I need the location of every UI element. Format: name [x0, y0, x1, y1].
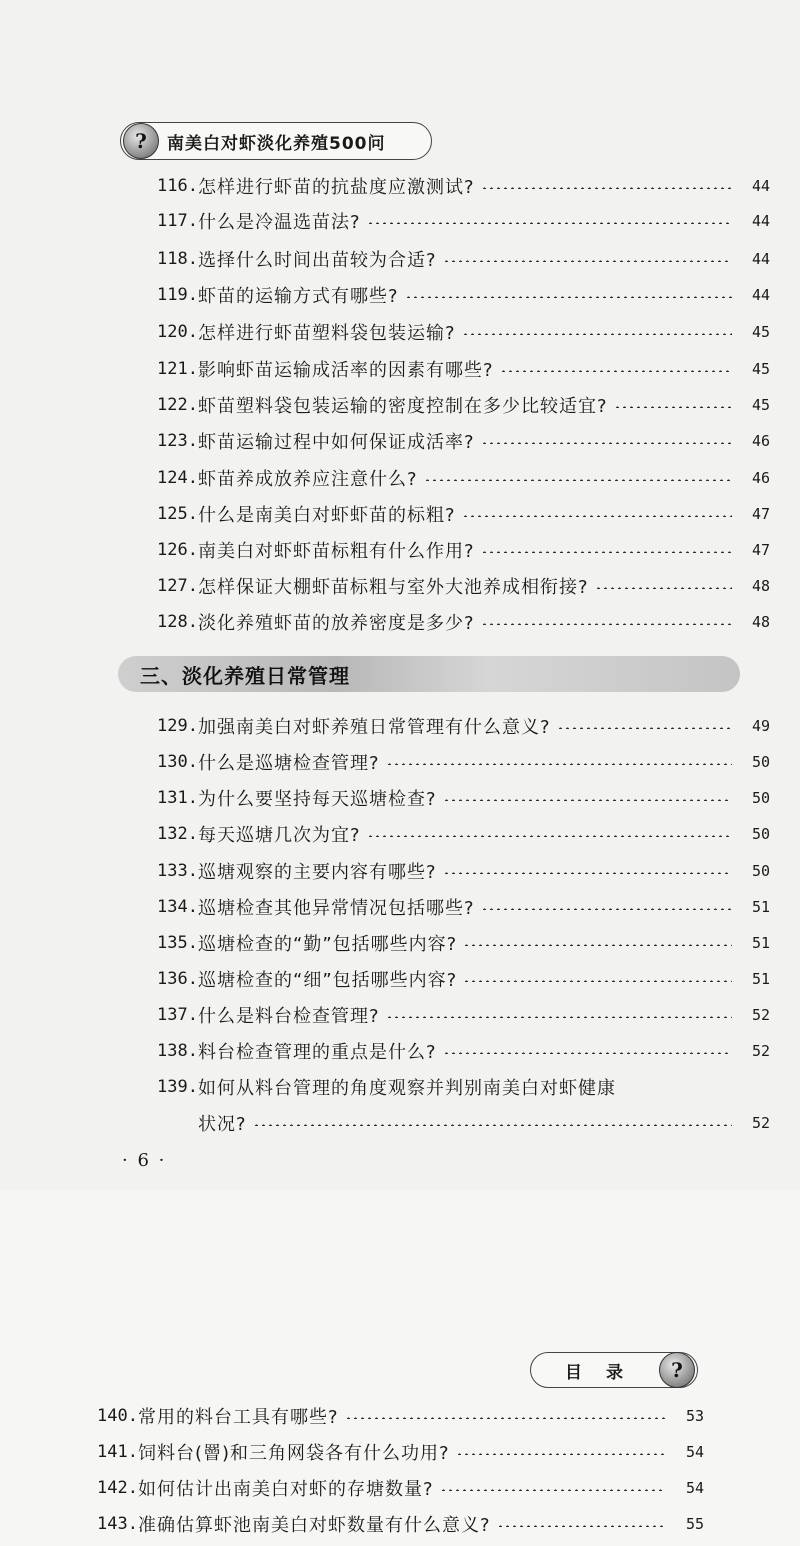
- toc-entry[interactable]: [0, 746, 800, 778]
- entry-title: 什么是南美白对虾虾苗的标粗?: [198, 505, 456, 526]
- entry-title: 为什么要坚持每天巡塘检查?: [198, 789, 437, 810]
- entry-number: 142.: [97, 1478, 138, 1498]
- question-badge-icon: ?: [123, 123, 159, 159]
- entry-title: 选择什么时间出苗较为合适?: [198, 250, 437, 271]
- entry-number: 136.: [157, 969, 198, 989]
- leader-dots: [481, 187, 732, 189]
- entry-page: 44: [751, 177, 770, 195]
- leader-dots: [614, 406, 732, 408]
- entry-page: 46: [751, 432, 770, 450]
- entry-number: 132.: [157, 824, 198, 844]
- toc-entry[interactable]: [0, 462, 800, 494]
- toc-entry-continuation[interactable]: [0, 1107, 800, 1139]
- entry-page: 45: [751, 396, 770, 414]
- entry-number: 124.: [157, 468, 198, 488]
- entry-number: 129.: [157, 716, 198, 736]
- entry-page: 44: [751, 250, 770, 268]
- entry-number: 140.: [97, 1406, 138, 1426]
- toc-entry[interactable]: [0, 389, 800, 421]
- entry-number: 116.: [157, 176, 198, 196]
- entry-page: 53: [685, 1407, 704, 1425]
- leader-dots: [481, 623, 732, 625]
- page-folio: · 6 ·: [122, 1150, 167, 1171]
- entry-number: 125.: [157, 504, 198, 524]
- toc-entry[interactable]: [0, 316, 800, 348]
- section-title: 三、淡化养殖日常管理: [140, 663, 350, 688]
- leader-dots: [462, 333, 732, 335]
- leader-dots: [443, 872, 732, 874]
- leader-dots: [497, 1525, 666, 1527]
- leader-dots: [405, 296, 732, 298]
- entry-title: 巡塘观察的主要内容有哪些?: [198, 862, 437, 883]
- contents-header: [530, 1352, 698, 1388]
- entry-title: 料台检查管理的重点是什么?: [198, 1042, 437, 1063]
- toc-entry[interactable]: [0, 782, 800, 814]
- entry-title: 怎样保证大棚虾苗标粗与室外大池养成相衔接?: [198, 577, 589, 598]
- entry-number: 137.: [157, 1005, 198, 1025]
- toc-entry[interactable]: [0, 1035, 800, 1067]
- entry-number: 139.: [157, 1077, 198, 1097]
- entry-page: 47: [751, 541, 770, 559]
- leader-dots: [367, 222, 732, 224]
- entry-page: 51: [751, 898, 770, 916]
- entry-page: 50: [751, 825, 770, 843]
- toc-entry[interactable]: [0, 205, 800, 237]
- leader-dots: [595, 587, 732, 589]
- leader-dots: [557, 727, 732, 729]
- entry-title: 巡塘检查的“勤”包括哪些内容?: [198, 934, 458, 955]
- entry-title: 饲料台(罾)和三角网袋各有什么功用?: [138, 1443, 450, 1464]
- toc-entry[interactable]: [0, 1508, 800, 1540]
- leader-dots: [456, 1453, 666, 1455]
- toc-entry-multiline[interactable]: [0, 1071, 800, 1103]
- entry-page: 49: [751, 717, 770, 735]
- entry-number: 131.: [157, 788, 198, 808]
- toc-entry[interactable]: [0, 353, 800, 385]
- entry-page: 51: [751, 934, 770, 952]
- entry-page: 48: [751, 613, 770, 631]
- entry-number: 138.: [157, 1041, 198, 1061]
- entry-number: 120.: [157, 322, 198, 342]
- toc-entry[interactable]: [0, 1472, 800, 1504]
- toc-entry[interactable]: [0, 999, 800, 1031]
- toc-entry[interactable]: [0, 1400, 800, 1432]
- leader-dots: [443, 1052, 732, 1054]
- entry-title-line2: 状况?: [198, 1114, 247, 1135]
- contents-title: 目录: [565, 1362, 647, 1383]
- entry-title: 虾苗养成放养应注意什么?: [198, 469, 418, 490]
- entry-page: 50: [751, 789, 770, 807]
- entry-page: 54: [685, 1479, 704, 1497]
- leader-dots: [386, 1016, 732, 1018]
- entry-title: 巡塘检查其他异常情况包括哪些?: [198, 898, 475, 919]
- entry-number: 117.: [157, 211, 198, 231]
- leader-dots: [443, 799, 732, 801]
- leader-dots: [440, 1489, 666, 1491]
- toc-entry[interactable]: [0, 425, 800, 457]
- toc-entry[interactable]: [0, 534, 800, 566]
- entry-title: 虾苗塑料袋包装运输的密度控制在多少比较适宜?: [198, 396, 608, 417]
- entry-number: 122.: [157, 395, 198, 415]
- entry-title: 什么是冷温选苗法?: [198, 212, 361, 233]
- entry-number: 133.: [157, 861, 198, 881]
- leader-dots: [345, 1417, 666, 1419]
- entry-title: 南美白对虾虾苗标粗有什么作用?: [198, 541, 475, 562]
- entry-title: 巡塘检查的“细”包括哪些内容?: [198, 970, 458, 991]
- entry-page: 52: [751, 1114, 770, 1132]
- entry-page: 44: [751, 286, 770, 304]
- toc-entry[interactable]: [0, 927, 800, 959]
- entry-number: 126.: [157, 540, 198, 560]
- entry-page: 50: [751, 753, 770, 771]
- entry-title: 什么是巡塘检查管理?: [198, 753, 380, 774]
- entry-page: 51: [751, 970, 770, 988]
- entry-title: 准确估算虾池南美白对虾数量有什么意义?: [138, 1515, 491, 1536]
- entry-page: 46: [751, 469, 770, 487]
- leader-dots: [367, 835, 732, 837]
- toc-entry[interactable]: [0, 1436, 800, 1468]
- toc-entry[interactable]: [0, 243, 800, 275]
- toc-entry[interactable]: [0, 818, 800, 850]
- entry-page: 52: [751, 1042, 770, 1060]
- entry-number: 121.: [157, 359, 198, 379]
- toc-entry[interactable]: [0, 606, 800, 638]
- entry-title: 虾苗运输过程中如何保证成活率?: [198, 432, 475, 453]
- entry-page: 47: [751, 505, 770, 523]
- toc-entry[interactable]: [0, 570, 800, 602]
- bottom-page: [0, 1190, 800, 1546]
- leader-dots: [481, 551, 732, 553]
- toc-entry[interactable]: [0, 710, 800, 742]
- entry-title: 如何估计出南美白对虾的存塘数量?: [138, 1479, 434, 1500]
- entry-number: 123.: [157, 431, 198, 451]
- toc-entry[interactable]: [0, 279, 800, 311]
- leader-dots: [386, 763, 732, 765]
- leader-dots: [443, 260, 732, 262]
- entry-number: 130.: [157, 752, 198, 772]
- entry-title: 常用的料台工具有哪些?: [138, 1407, 339, 1428]
- entry-title: 虾苗的运输方式有哪些?: [198, 286, 399, 307]
- leader-dots: [481, 442, 732, 444]
- entry-title: 怎样进行虾苗的抗盐度应激测试?: [198, 177, 475, 198]
- entry-number: 119.: [157, 285, 198, 305]
- leader-dots: [481, 908, 732, 910]
- entry-title: 怎样进行虾苗塑料袋包装运输?: [198, 323, 456, 344]
- leader-dots: [500, 370, 732, 372]
- toc-entry[interactable]: [0, 498, 800, 530]
- entry-number: 141.: [97, 1442, 138, 1462]
- entry-number: 135.: [157, 933, 198, 953]
- entry-title: 每天巡塘几次为宜?: [198, 825, 361, 846]
- toc-entry[interactable]: [0, 855, 800, 887]
- toc-entry[interactable]: [0, 963, 800, 995]
- leader-dots: [462, 515, 732, 517]
- entry-page: 55: [685, 1515, 704, 1533]
- leader-dots: [463, 980, 732, 982]
- leader-dots: [463, 944, 732, 946]
- book-title-header: [120, 122, 432, 160]
- leader-dots: [424, 479, 732, 481]
- leader-dots: [253, 1124, 732, 1126]
- entry-page: 45: [751, 323, 770, 341]
- entry-page: 52: [751, 1006, 770, 1024]
- entry-number: 143.: [97, 1514, 138, 1534]
- entry-page: 54: [685, 1443, 704, 1461]
- entry-number: 127.: [157, 576, 198, 596]
- entry-title: 影响虾苗运输成活率的因素有哪些?: [198, 360, 494, 381]
- entry-number: 134.: [157, 897, 198, 917]
- toc-entry[interactable]: [0, 170, 800, 202]
- entry-page: 44: [751, 212, 770, 230]
- entry-number: 128.: [157, 612, 198, 632]
- book-title: 南美白对虾淡化养殖500问: [167, 133, 386, 154]
- entry-page: 48: [751, 577, 770, 595]
- entry-page: 45: [751, 360, 770, 378]
- question-badge-icon: ?: [659, 1352, 695, 1388]
- entry-number: 118.: [157, 249, 198, 269]
- entry-page: 50: [751, 862, 770, 880]
- entry-title: 什么是料台检查管理?: [198, 1006, 380, 1027]
- entry-title-line1: 如何从料台管理的角度观察并判别南美白对虾健康: [198, 1078, 616, 1099]
- entry-title: 淡化养殖虾苗的放养密度是多少?: [198, 613, 475, 634]
- toc-entry[interactable]: [0, 891, 800, 923]
- entry-title: 加强南美白对虾养殖日常管理有什么意义?: [198, 717, 551, 738]
- section-heading-band: [118, 656, 740, 692]
